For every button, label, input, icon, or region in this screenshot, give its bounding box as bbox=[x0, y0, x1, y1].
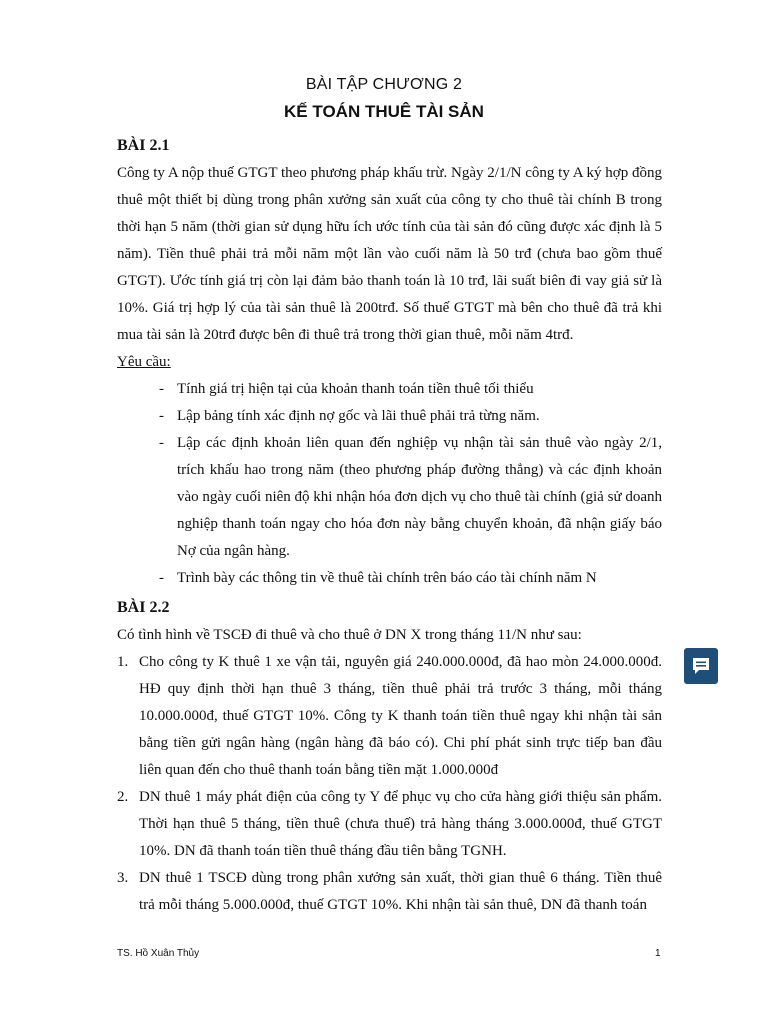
comment-icon bbox=[691, 656, 711, 676]
list-item bbox=[117, 565, 662, 592]
list-item bbox=[117, 403, 662, 430]
list-marker: - bbox=[159, 435, 164, 451]
chapter-title: BÀI TẬP CHƯƠNG 2 bbox=[305, 76, 463, 93]
exercise-2-intro: Có tình hình về TSCĐ đi thuê và cho thuê ở DN X trong tháng 11/N như sau: bbox=[117, 627, 582, 643]
list-item bbox=[117, 784, 662, 865]
requirement-text: Lập các định khoản liên quan đến nghiệp vụ nhận tài sản thuê vào ngày 2/1, trích khấu hao trong năm (theo phương pháp đường thẳng) và các định khoản vào ngày cuối niên độ khi nhận hóa đơn dịch vụ cho thuê tài chính (giả sử doanh nghiệp thanh toán ngay cho hóa đơn này bằng chuyển khoản, đã nhận giấy báo Nợ của ngân hàng. bbox=[177, 435, 662, 559]
exercise-1-heading: BÀI 2.1 bbox=[117, 137, 170, 154]
list-marker: - bbox=[159, 408, 164, 424]
list-item bbox=[117, 376, 662, 403]
comment-button[interactable] bbox=[684, 648, 718, 684]
list-marker: - bbox=[159, 570, 164, 586]
chapter-subtitle: KẾ TOÁN THUÊ TÀI SẢN bbox=[284, 102, 484, 121]
item-text: DN thuê 1 máy phát điện của công ty Y để phục vụ cho cửa hàng giới thiệu sản phẩm. Thời hạn thuê 5 tháng, tiền thuê (chưa thuế) trả hàng tháng 3.000.000đ, thuế GTGT 10%. DN đã thanh toán tiền thuê tháng đầu tiên bằng TGNH. bbox=[139, 789, 662, 859]
list-item bbox=[117, 430, 662, 565]
item-number: 3. bbox=[117, 870, 129, 886]
list-marker: - bbox=[159, 381, 164, 397]
item-number: 1. bbox=[117, 654, 129, 670]
item-text: DN thuê 1 TSCĐ dùng trong phân xưởng sản xuất, thời gian thuê 6 tháng. Tiền thuê trả mỗi tháng 5.000.000đ, thuế GTGT 10%. Khi nhận tài sản thuê, DN đã thanh toán bbox=[139, 870, 662, 913]
item-text: Cho công ty K thuê 1 xe vận tải, nguyên giá 240.000.000đ, đã hao mòn 24.000.000đ. HĐ quy định thời hạn thuê 3 tháng, tiền thuê phải trả trước 3 tháng, mỗi tháng 10.000.000đ, thuế GTGT 10%. Công ty K thanh toán tiền thuê ngay khi nhận tài sản bằng tiền gửi ngân hàng (ngân hàng đã báo có). Chi phí phát sinh trực tiếp ban đầu liên quan đến cho thuê thanh toán bằng tiền mặt 1.000.000đ bbox=[139, 654, 662, 778]
document-body bbox=[117, 132, 662, 919]
requirements-label: Yêu cầu: bbox=[117, 354, 171, 370]
exercise-1-body: Công ty A nộp thuế GTGT theo phương pháp khấu trừ. Ngày 2/1/N công ty A ký hợp đồng thuê một thiết bị dùng trong phân xưởng sản xuất của công ty cho thuê tài chính B trong thời hạn 5 năm (thời gian sử dụng hữu ích ước tính của tài sản đó cũng được xác định là 5 năm). Tiền thuê phải trả mỗi năm một lần vào cuối năm là 50 trđ (chưa bao gồm thuế GTGT). Ước tính giá trị còn lại đảm bảo thanh toán là 10 trđ, lãi suất biên đi vay giả sử là 10%. Giá trị hợp lý của tài sản thuê là 200trđ. Số thuế GTGT mà bên cho thuê đã trả khi mua tài sản là 20trđ được bên đi thuê trả trong thời gian thuê, mỗi năm 4trđ. bbox=[117, 165, 662, 343]
exercise-2-list bbox=[117, 649, 662, 919]
requirements-list bbox=[117, 376, 662, 592]
list-item bbox=[117, 649, 662, 784]
exercise-2-heading: BÀI 2.2 bbox=[117, 599, 170, 616]
footer-page-number: 1 bbox=[655, 948, 661, 959]
requirement-text: Lập bảng tính xác định nợ gốc và lãi thuê phải trả từng năm. bbox=[177, 408, 540, 424]
requirement-text: Tính giá trị hiện tại của khoản thanh toán tiền thuê tối thiểu bbox=[177, 381, 534, 397]
item-number: 2. bbox=[117, 789, 129, 805]
footer-author: TS. Hồ Xuân Thủy bbox=[117, 948, 200, 959]
requirement-text: Trình bày các thông tin về thuê tài chính trên báo cáo tài chính năm N bbox=[177, 570, 597, 586]
list-item bbox=[117, 865, 662, 919]
